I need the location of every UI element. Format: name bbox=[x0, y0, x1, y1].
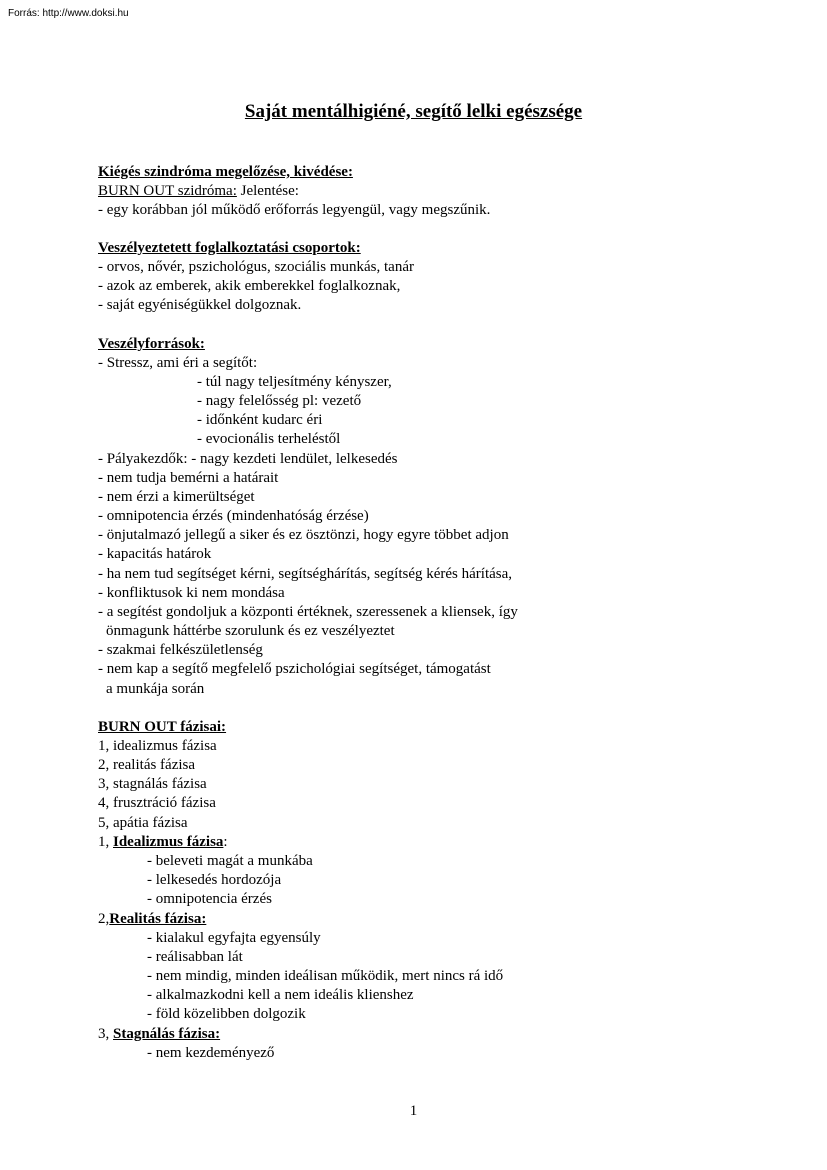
list-item: 4, frusztráció fázisa bbox=[98, 795, 216, 811]
list-item: - saját egyéniségükkel dolgoznak. bbox=[98, 297, 302, 313]
phase-heading-idealism bbox=[98, 833, 228, 852]
list-item-continuation: önmagunk háttérbe szorulunk és ez veszélyeztet bbox=[106, 623, 395, 639]
list-item: - nem mindig, minden ideálisan működik, mert nincs rá idő bbox=[147, 968, 504, 984]
list-item: - Pályakezdők: - nagy kezdeti lendület, lelkesedés bbox=[98, 451, 398, 467]
list-item: - időnként kudarc éri bbox=[197, 412, 323, 428]
list-item-continuation: a munkája során bbox=[106, 681, 205, 697]
section-heading-burnout-phases: BURN OUT fázisai: bbox=[98, 719, 227, 735]
phase-colon: : bbox=[223, 834, 228, 850]
page-number: 1 bbox=[409, 1103, 418, 1119]
list-item: - evocionális terheléstől bbox=[197, 431, 341, 447]
list-item: - nem tudja bemérni a határait bbox=[98, 470, 279, 486]
list-item: - azok az emberek, akik emberekkel foglalkoznak, bbox=[98, 278, 401, 294]
list-item: - omnipotencia érzés bbox=[147, 891, 272, 907]
list-item: - egy korábban jól működő erőforrás legyengül, vagy megszűnik. bbox=[98, 202, 491, 218]
list-item: - önjutalmazó jellegű a siker és ez ösztönzi, hogy egyre többet adjon bbox=[98, 527, 509, 543]
phase-title: Realitás fázisa: bbox=[109, 911, 207, 927]
list-item: - szakmai felkészületlenség bbox=[98, 642, 263, 658]
list-item: - kialakul egyfajta egyensúly bbox=[147, 930, 321, 946]
list-item: - Stressz, ami éri a segítőt: bbox=[98, 355, 258, 371]
list-item: - konfliktusok ki nem mondása bbox=[98, 585, 285, 601]
list-item: 5, apátia fázisa bbox=[98, 815, 188, 831]
list-item: - nem kezdeményező bbox=[147, 1045, 275, 1061]
source-note: Forrás: http://www.doksi.hu bbox=[8, 8, 129, 19]
phase-number: 3, bbox=[98, 1026, 113, 1042]
section-heading-burnout-prevention: Kiégés szindróma megelőzése, kivédése: bbox=[98, 164, 353, 180]
phase-number: 1, bbox=[98, 834, 113, 850]
phase-heading-reality bbox=[98, 910, 206, 929]
list-item: - lelkesedés hordozója bbox=[147, 872, 282, 888]
phase-title: Idealizmus fázisa bbox=[113, 834, 224, 850]
list-item: 1, idealizmus fázisa bbox=[98, 738, 217, 754]
list-item: 3, stagnálás fázisa bbox=[98, 776, 207, 792]
list-item: - beleveti magát a munkába bbox=[147, 853, 313, 869]
list-item: 2, realitás fázisa bbox=[98, 757, 196, 773]
list-item: - ha nem tud segítséget kérni, segítséghárítás, segítség kérés hárítása, bbox=[98, 566, 513, 582]
list-item: - túl nagy teljesítmény kényszer, bbox=[197, 374, 392, 390]
phase-title: Stagnálás fázisa: bbox=[113, 1026, 221, 1042]
list-item: - alkalmazkodni kell a nem ideális klienshez bbox=[147, 987, 414, 1003]
list-item: - föld közelibben dolgozik bbox=[147, 1006, 306, 1022]
list-item: - omnipotencia érzés (mindenhatóság érzése) bbox=[98, 508, 369, 524]
burnout-definition-line bbox=[98, 182, 299, 201]
phase-heading-stagnation bbox=[98, 1025, 220, 1044]
list-item: - reálisabban lát bbox=[147, 949, 243, 965]
burnout-label: BURN OUT szidróma: bbox=[98, 183, 237, 199]
list-item: - nem érzi a kimerültséget bbox=[98, 489, 255, 505]
list-item: - nagy felelősség pl: vezető bbox=[197, 393, 362, 409]
phase-number: 2, bbox=[98, 911, 110, 927]
section-heading-risk-sources: Veszélyforrások: bbox=[98, 336, 205, 352]
section-heading-risk-groups: Veszélyeztetett foglalkoztatási csoportok: bbox=[98, 240, 361, 256]
list-item: - orvos, nővér, pszichológus, szociális munkás, tanár bbox=[98, 259, 414, 275]
page-title: Saját mentálhigiéné, segítő lelki egészsége bbox=[244, 101, 583, 122]
list-item: - kapacitás határok bbox=[98, 546, 212, 562]
burnout-label-rest: Jelentése: bbox=[236, 183, 299, 199]
list-item: - nem kap a segítő megfelelő pszichológiai segítséget, támogatást bbox=[98, 661, 491, 677]
list-item: - a segítést gondoljuk a központi értéknek, szeressenek a kliensek, így bbox=[98, 604, 518, 620]
